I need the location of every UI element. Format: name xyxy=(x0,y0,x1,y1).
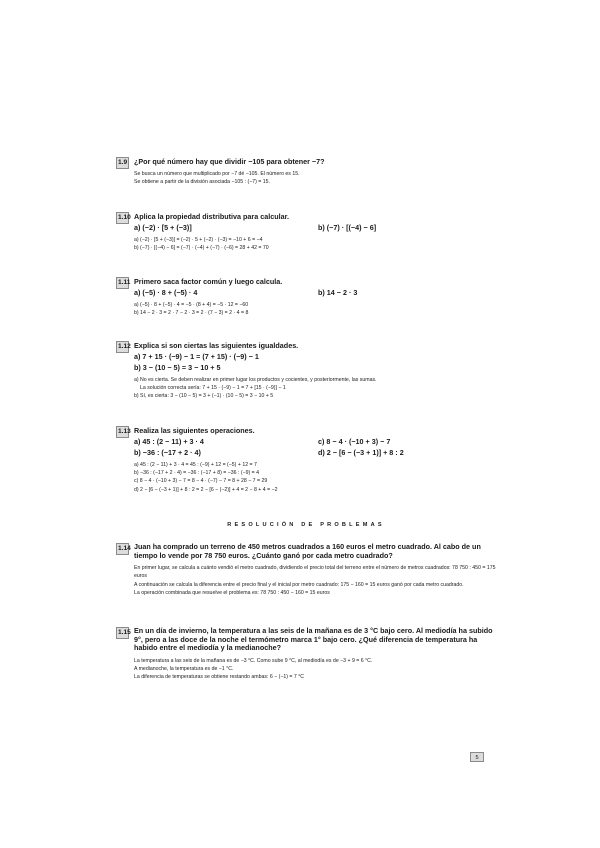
subitem-a: a) 45 : (2 − 11) + 3 · 4 xyxy=(134,437,204,446)
exercise-number: 1.12 xyxy=(116,341,129,353)
exercise-1-15 xyxy=(116,627,496,681)
answer-line: d) 2 − [6 − (−3 + 1)] + 8 : 2 = 2 − [6 − (−2)] + 4 = 2 − 8 + 4 = −2 xyxy=(134,486,278,493)
answer-line: a) (−2) · [5 + (−3)] = (−2) · 5 + (−2) · (−3) = −10 + 6 = −4 xyxy=(134,237,263,243)
answer-line: La operación combinada que resuelve el problema es: 78 750 : 450 − 160 = 15 euros xyxy=(134,589,330,596)
exercise-1-10 xyxy=(116,212,496,252)
page-number: 5 xyxy=(470,752,484,762)
answer-line: b) (−7) · [(−4) − 6] = (−7) · (−4) + (−7) · (−6) = 28 + 42 = 70 xyxy=(134,245,269,252)
subitem-a: a) 7 + 15 · (−9) − 1 = (7 + 15) · (−9) − 1 xyxy=(134,352,259,361)
answer-line: A continuación se calcula la diferencia entre el precio final y el inicial por metro cuadrado: 175 − 160 = 15 euros ganó por cada metro cuadrado. xyxy=(134,581,464,588)
answer-line: La diferencia de temperaturas se obtiene restando ambas: 6 − (−1) = 7 °C xyxy=(134,674,305,681)
subitem-d: d) 2 − [6 − (−3 + 1)] + 8 : 2 xyxy=(318,448,404,457)
exercise-number: 1.9 xyxy=(116,157,129,169)
exercise-number: 1.13 xyxy=(116,426,129,438)
section-title: RESOLUCIÓN DE PROBLEMAS xyxy=(227,522,385,528)
exercise-number: 1.14 xyxy=(116,543,129,555)
exercise-1-11 xyxy=(116,277,496,317)
exercise-question: Explica si son ciertas las siguientes igualdades. xyxy=(134,341,299,350)
answer-line: a) 45 : (2 − 11) + 3 · 4 = 45 : (−9) + 12 = (−5) + 12 = 7 xyxy=(134,462,257,468)
answer-line: b) −36 : (−17 + 2 · 4) = −36 : (−17 + 8) = −36 : (−9) = 4 xyxy=(134,470,260,477)
answer-line: b) 14 − 2 · 3 = 2 · 7 − 2 · 3 = 2 · (7 − 3) = 2 · 4 = 8 xyxy=(134,310,249,317)
subitem-b: b) −36 : (−17 + 2 · 4) xyxy=(134,448,201,457)
subitems-row xyxy=(134,447,496,458)
answer-line: a) No es cierta. Se deben realizar en primer lugar los productos y cocientes, y posteriormente, las sumas. xyxy=(134,377,377,383)
answer-line: La solución correcta sería: 7 + 15 · (−9) − 1 = 7 + [15 · (−9)] − 1 xyxy=(140,385,286,392)
subitems-row xyxy=(134,287,496,298)
exercise-question: ¿Por qué número hay que dividir −105 para obtener −7? xyxy=(134,157,325,166)
subitem-b: b) 3 − (10 − 5) = 3 − 10 + 5 xyxy=(134,363,221,372)
answer-line: b) Sí, es cierta: 3 − (10 − 5) = 3 + (−1) · (10 − 5) = 3 − 10 + 5 xyxy=(134,393,274,400)
exercise-question: Realiza las siguientes operaciones. xyxy=(134,426,255,435)
subitems-row xyxy=(134,436,496,447)
exercise-1-9 xyxy=(116,157,496,186)
exercise-question: Aplica la propiedad distributiva para calcular. xyxy=(134,212,289,221)
answer-line: a) (−5) · 8 + (−5) · 4 = −5 · (8 + 4) = −5 · 12 = −60 xyxy=(134,302,249,308)
answer-line: Se obtiene a partir de la división asociada −105 : (−7) = 15. xyxy=(134,179,270,186)
exercise-1-13 xyxy=(116,426,496,494)
answer-line: La temperatura a las seis de la mañana es de −3 °C. Como sube 9 °C, al mediodía es de −3 + 9 = 6 °C. xyxy=(134,657,373,664)
subitem-a: a) (−2) · [5 + (−3)] xyxy=(134,223,192,232)
exercise-question: Primero saca factor común y luego calcula. xyxy=(134,277,283,286)
exercise-1-14 xyxy=(116,543,496,597)
exercise-1-12 xyxy=(116,341,496,401)
subitems-row xyxy=(134,222,496,233)
answer-line: c) 8 − 4 · (−10 + 3) − 7 = 8 − 4 · (−7) − 7 = 8 + 28 − 7 = 29 xyxy=(134,478,268,485)
exercise-number: 1.11 xyxy=(116,277,129,289)
exercise-number: 1.10 xyxy=(116,212,129,224)
exercise-number: 1.15 xyxy=(116,627,129,639)
exercise-question: Juan ha comprado un terreno de 450 metros cuadrados a 160 euros el metro cuadrado. Al cabo de un tiempo lo vende por 78 750 euros. ¿Cuánto ganó por cada metro cuadrado? xyxy=(134,542,481,560)
answer-line: Se busca un número que multiplicado por −7 dé −105. El número es 15. xyxy=(134,171,300,177)
exercise-question: En un día de invierno, la temperatura a las seis de la mañana es de 3 °C bajo cero. Al mediodía ha subido 9°, pero a las doce de la noche el termómetro marca 1° bajo cero. ¿Qué diferencia de temperatura ha habido entre el mediodía y la medianoche? xyxy=(134,626,493,653)
answer-line: A medianoche, la temperatura es de −1 °C. xyxy=(134,665,234,672)
subitem-b: b) (−7) · [(−4) − 6] xyxy=(318,223,377,232)
subitem-a: a) (−5) · 8 + (−5) · 4 xyxy=(134,288,198,297)
subitem-c: c) 8 − 4 · (−10 + 3) − 7 xyxy=(318,437,391,446)
answer-line: En primer lugar, se calcula a cuánto vendió el metro cuadrado, dividiendo el precio total del terreno entre el número de metros cuadrados: 78 750 : 450 = 175 euros xyxy=(134,565,496,580)
subitem-b: b) 14 − 2 · 3 xyxy=(318,288,358,297)
